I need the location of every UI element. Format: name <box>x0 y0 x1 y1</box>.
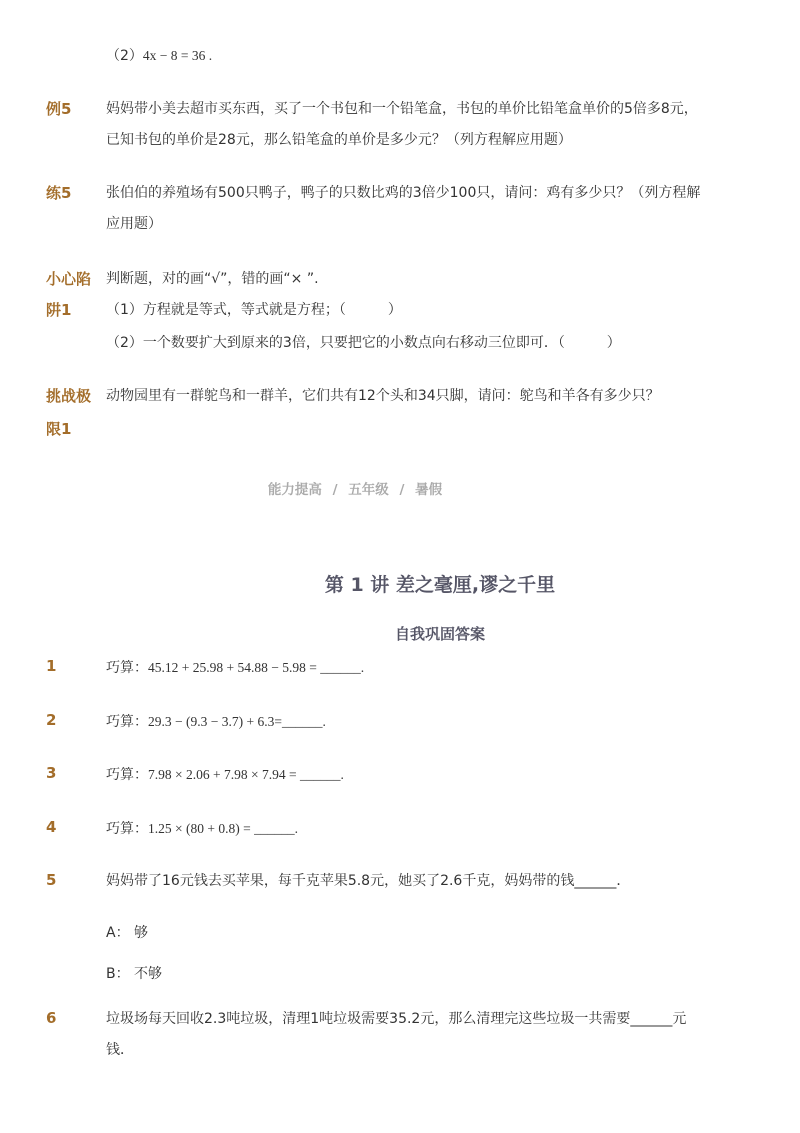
problem-prefix: 巧算： <box>106 660 148 676</box>
problem-number: 2 <box>46 711 57 729</box>
trap-item-1: （1）方程就是等式，等式就是方程；（ ） <box>106 302 402 318</box>
example-line-1: 妈妈带小美去超市买东西，买了一个书包和一个铅笔盒，书包的单价比铅笔盒单价的5倍多8元， <box>106 101 698 117</box>
challenge-text: 动物园里有一群鸵鸟和一群羊，它们共有12个头和34只脚，请问：鸵鸟和羊各有多少只？ <box>106 388 660 404</box>
footer-separator: / <box>399 482 405 498</box>
footer-part-1: 能力提高 <box>267 482 322 498</box>
equation-prefix: （2） <box>106 48 143 64</box>
footer-separator: / <box>332 482 338 498</box>
practice-label: 练5 <box>46 184 72 202</box>
problem-number: 4 <box>46 818 57 836</box>
section-subtitle: 自我巩固答案 <box>394 625 485 643</box>
problem-math: 1.25 × (80 + 0.8) = ______. <box>148 821 298 836</box>
problem-number: 5 <box>46 871 57 889</box>
equation-2 <box>106 40 212 72</box>
problem-number: 3 <box>46 764 57 782</box>
practice-line-2: 应用题） <box>106 216 162 232</box>
problem-6-line-1: 垃圾场每天回收2.3吨垃圾，清理1吨垃圾需要35.2元，那么清理完这些垃圾一共需要______元 <box>106 1011 687 1027</box>
challenge-label-line-2: 限1 <box>46 420 72 438</box>
problem-6-line-2: 钱． <box>106 1042 134 1058</box>
equation-math: 4x − 8 = 36 . <box>142 48 213 63</box>
problem-5-text: 妈妈带了16元钱去买苹果，每千克苹果5.8元，她买了2.6千克，妈妈带的钱______． <box>106 873 631 889</box>
lecture-title: 第 1 讲 差之毫厘,谬之千里 <box>324 574 556 596</box>
problem-2 <box>106 706 326 738</box>
problem-math: 45.12 + 25.98 + 54.88 − 5.98 = ______. <box>148 660 365 675</box>
trap-label-line-2: 阱1 <box>46 301 72 319</box>
problem-prefix: 巧算： <box>106 767 148 783</box>
example-line-2: 已知书包的单价是28元，那么铅笔盒的单价是多少元？（列方程解应用题） <box>106 132 572 148</box>
page-footer <box>0 478 710 498</box>
option-a: A： 够 <box>106 925 149 941</box>
trap-item-2: （2）一个数要扩大到原来的3倍，只要把它的小数点向右移动三位即可．（ ） <box>106 335 621 351</box>
example-label: 例5 <box>46 100 72 118</box>
problem-math: 29.3 − (9.3 − 3.7) + 6.3=______. <box>148 714 326 729</box>
footer-part-3: 暑假 <box>415 482 443 498</box>
trap-label-line-1: 小心陷 <box>46 270 92 288</box>
problem-3 <box>106 759 344 791</box>
option-b: B： 不够 <box>106 966 163 982</box>
problem-prefix: 巧算： <box>106 821 148 837</box>
problem-1 <box>106 652 364 684</box>
problem-4 <box>106 813 298 845</box>
problem-number: 1 <box>46 657 57 675</box>
problem-number: 6 <box>46 1009 57 1027</box>
footer-part-2: 五年级 <box>348 482 389 498</box>
challenge-label-line-1: 挑战极 <box>46 387 92 405</box>
problem-prefix: 巧算： <box>106 714 148 730</box>
problem-math: 7.98 × 2.06 + 7.98 × 7.94 = ______. <box>148 767 344 782</box>
practice-line-1: 张伯伯的养殖场有500只鸭子，鸭子的只数比鸡的3倍少100只，请问：鸡有多少只？（列方程解 <box>106 185 701 201</box>
trap-intro: 判断题，对的画“√”，错的画“× ”. <box>106 271 319 287</box>
